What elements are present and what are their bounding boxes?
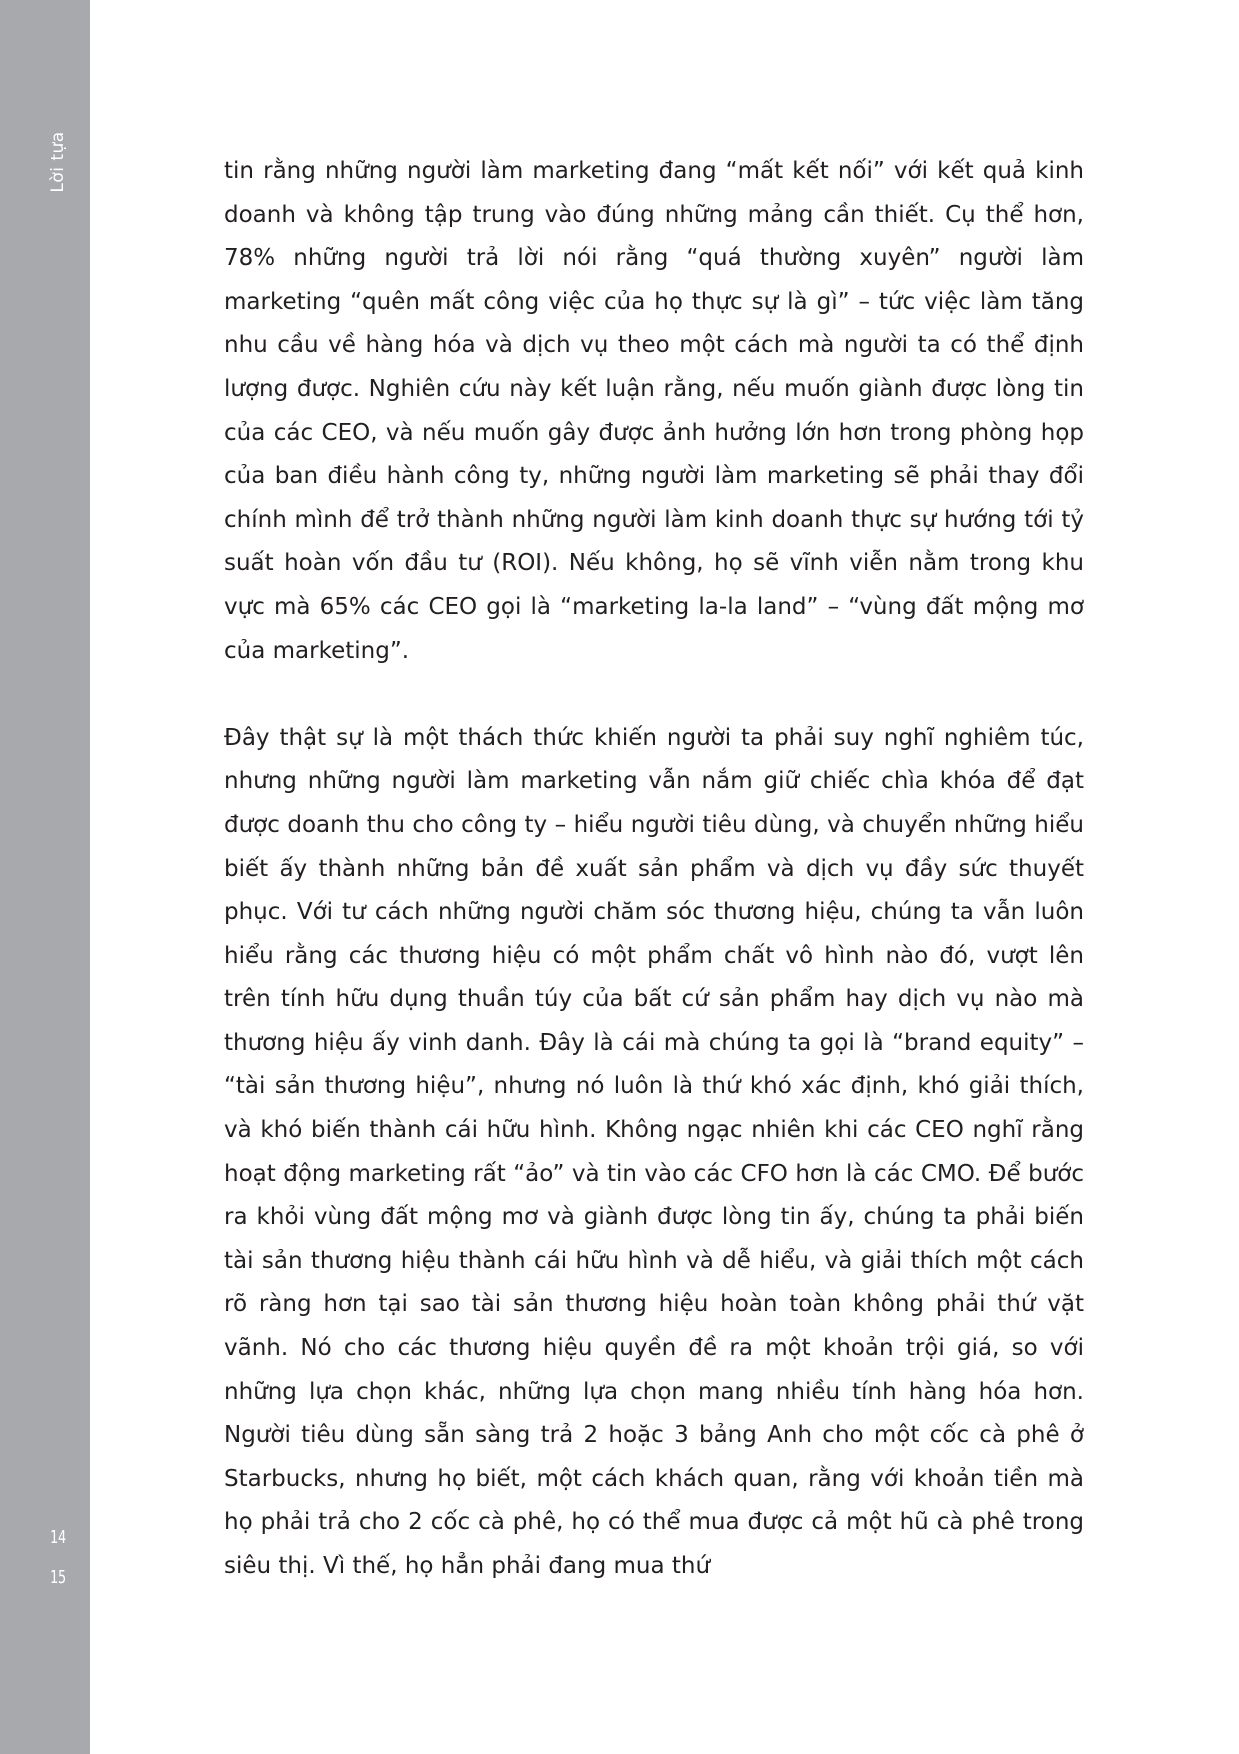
page-number-left: 14 [49,1527,67,1548]
paragraph-2: Đây thật sự là một thách thức khiến người ta phải suy nghĩ nghiêm túc, nhưng những người làm marketing vẫn nắm giữ chiếc chìa khóa để đạt được doanh thu cho công ty – hiểu người tiêu dùng, và chuyển những hiểu biết ấy thành những bản đề xuất sản phẩm và dịch vụ đầy sức thuyết phục. Với tư cách những người chăm sóc thương hiệu, chúng ta vẫn luôn hiểu rằng các thương hiệu có một phẩm chất vô hình nào đó, vượt lên trên tính hữu dụng thuần túy của bất cứ sản phẩm hay dịch vụ nào mà thương hiệu ấy vinh danh. Đây là cái mà chúng ta gọi là “brand equity” – “tài sản thương hiệu”, nhưng nó luôn là thứ khó xác định, khó giải thích, và khó biến thành cái hữu hình. Không ngạc nhiên khi các CEO nghĩ rằng hoạt động marketing rất “ảo” và tin vào các CFO hơn là các CMO. Để bước ra khỏi vùng đất mộng mơ và giành được lòng tin ấy, chúng ta phải biến tài sản thương hiệu thành cái hữu hình và dễ hiểu, và giải thích một cách rõ ràng hơn tại sao tài sản thương hiệu hoàn toàn không phải thứ vặt vãnh. Nó cho các thương hiệu quyền đề ra một khoản trội giá, so với những lựa chọn khác, những lựa chọn mang nhiều tính hàng hóa hơn. Người tiêu dùng sẵn sàng trả 2 hoặc 3 bảng Anh cho một cốc cà phê ở Starbucks, nhưng họ biết, một cách khách quan, rằng với khoản tiền mà họ phải trả cho 2 cốc cà phê, họ có thể mua được cả một hũ cà phê trong siêu thị. Vì thế, họ hẳn phải đang mua thứ [224,724,1084,1579]
section-title: Lời tựa [48,131,68,193]
body-text [224,150,1084,1589]
page-sidebar [0,0,90,1754]
paragraph-1: tin rằng những người làm marketing đang “mất kết nối” với kết quả kinh doanh và không tập trung vào đúng những mảng cần thiết. Cụ thể hơn, 78% những người trả lời nói rằng “quá thường xuyên” người làm marketing “quên mất công việc của họ thực sự là gì” – tức việc làm tăng nhu cầu về hàng hóa và dịch vụ theo một cách mà người ta có thể định lượng được. Nghiên cứu này kết luận rằng, nếu muốn giành được lòng tin của các CEO, và nếu muốn gây được ảnh hưởng lớn hơn trong phòng họp của ban điều hành công ty, những người làm marketing sẽ phải thay đổi chính mình để trở thành những người làm kinh doanh thực sự hướng tới tỷ suất hoàn vốn đầu tư (ROI). Nếu không, họ sẽ vĩnh viễn nằm trong khu vực mà 65% các CEO gọi là “marketing la-la land” – “vùng đất mộng mơ của marketing”. [224,158,1084,664]
page-number-right: 15 [49,1567,67,1588]
